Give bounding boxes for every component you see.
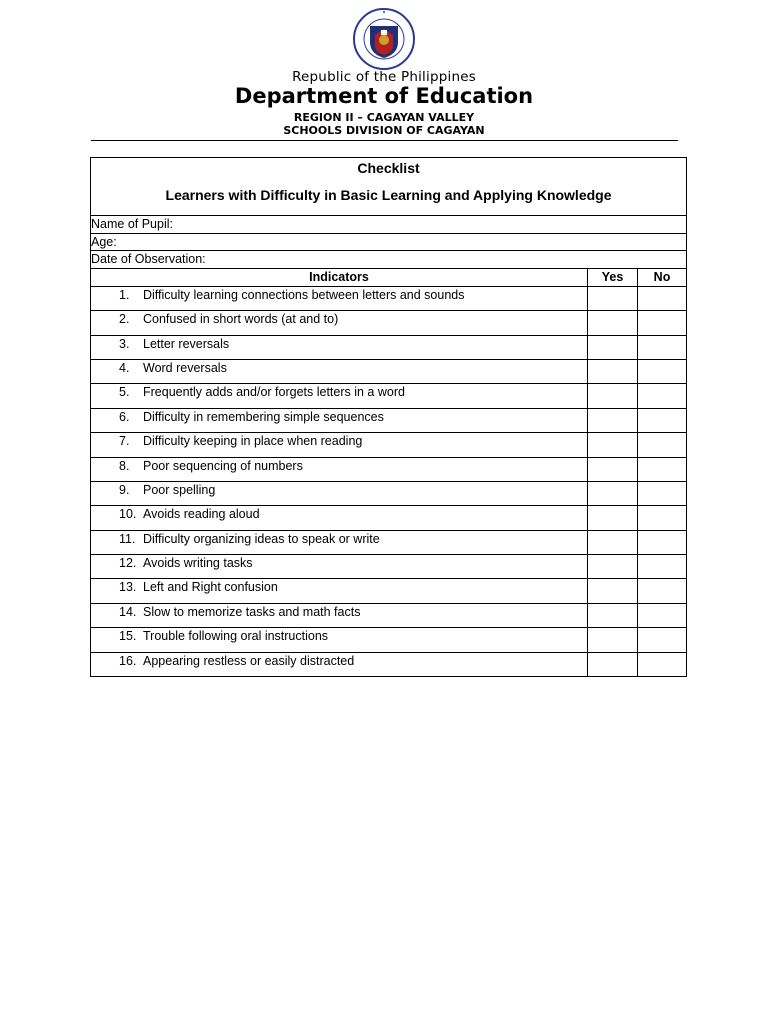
checklist-subtitle: Learners with Difficulty in Basic Learning and Applying Knowledge: [165, 187, 612, 203]
indicator-row: [91, 530, 687, 554]
yes-checkbox-cell[interactable]: [588, 603, 638, 627]
indicator-row: [91, 652, 687, 676]
indicator-text: Appearing restless or easily distracted: [143, 653, 355, 668]
yes-checkbox-cell[interactable]: [588, 506, 638, 530]
indicator-text: Avoids writing tasks: [143, 556, 253, 571]
no-checkbox-cell[interactable]: [638, 555, 687, 579]
no-checkbox-cell[interactable]: [638, 603, 687, 627]
indicator-cell: [91, 628, 588, 652]
indicator-text: Trouble following oral instructions: [143, 629, 329, 644]
indicator-text: Difficulty learning connections between letters and sounds: [143, 287, 465, 302]
yes-checkbox-cell[interactable]: [588, 628, 638, 652]
date-of-observation-label: Date of Observation:: [91, 252, 206, 267]
yes-checkbox-cell[interactable]: [588, 311, 638, 335]
no-checkbox-cell[interactable]: [638, 384, 687, 408]
indicator-text: Difficulty in remembering simple sequences: [143, 409, 384, 424]
indicator-cell: [91, 481, 588, 505]
indicator-row: [91, 335, 687, 359]
no-checkbox-cell[interactable]: [638, 286, 687, 310]
no-checkbox-cell[interactable]: [638, 311, 687, 335]
deped-seal-logo: [348, 8, 420, 70]
indicator-row: [91, 603, 687, 627]
indicator-row: [91, 481, 687, 505]
indicator-number: 3.: [119, 336, 130, 351]
indicator-number: 5.: [119, 385, 130, 400]
indicator-cell: [91, 384, 588, 408]
indicator-text: Word reversals: [143, 360, 227, 375]
indicator-row: [91, 555, 687, 579]
indicator-text: Letter reversals: [143, 336, 230, 351]
indicator-row: [91, 457, 687, 481]
indicator-row: [91, 506, 687, 530]
indicator-cell: [91, 335, 588, 359]
indicator-cell: [91, 506, 588, 530]
header-divider: [91, 140, 678, 141]
department-title: Department of Education: [234, 84, 534, 108]
age-label: Age:: [91, 234, 117, 249]
indicator-rows: [91, 286, 687, 676]
indicator-row: [91, 359, 687, 383]
division-heading: SCHOOLS DIVISION OF CAGAYAN: [283, 124, 485, 137]
no-checkbox-cell[interactable]: [638, 481, 687, 505]
yes-checkbox-cell[interactable]: [588, 286, 638, 310]
indicator-number: 4.: [119, 360, 130, 375]
indicator-cell: [91, 579, 588, 603]
name-of-pupil-label: Name of Pupil:: [91, 217, 173, 232]
indicator-text: Frequently adds and/or forgets letters in a word: [143, 385, 405, 400]
indicator-number: 15.: [119, 629, 137, 644]
indicator-cell: [91, 603, 588, 627]
no-checkbox-cell[interactable]: [638, 457, 687, 481]
no-checkbox-cell[interactable]: [638, 433, 687, 457]
indicators-column-header: Indicators: [91, 268, 588, 286]
indicator-number: 1.: [119, 287, 130, 302]
no-checkbox-cell[interactable]: [638, 530, 687, 554]
indicator-text: Difficulty organizing ideas to speak or write: [143, 531, 380, 546]
indicator-cell: [91, 311, 588, 335]
indicator-row: [91, 408, 687, 432]
indicator-text: Poor spelling: [143, 482, 216, 497]
yes-checkbox-cell[interactable]: [588, 457, 638, 481]
no-checkbox-cell[interactable]: [638, 628, 687, 652]
name-of-pupil-field[interactable]: [91, 216, 687, 234]
indicator-cell: [91, 408, 588, 432]
indicator-number: 11.: [119, 531, 136, 546]
indicator-row: [91, 311, 687, 335]
indicator-row: [91, 384, 687, 408]
indicator-row: [91, 433, 687, 457]
yes-checkbox-cell[interactable]: [588, 555, 638, 579]
indicator-text: Avoids reading aloud: [143, 507, 260, 522]
age-field[interactable]: [91, 233, 687, 251]
date-of-observation-field[interactable]: [91, 251, 687, 269]
indicator-number: 6.: [119, 409, 130, 424]
yes-column-header: Yes: [588, 268, 638, 286]
yes-checkbox-cell[interactable]: [588, 579, 638, 603]
indicator-row: [91, 628, 687, 652]
indicator-cell: [91, 652, 588, 676]
no-checkbox-cell[interactable]: [638, 335, 687, 359]
indicator-row: [91, 286, 687, 310]
indicator-number: 12.: [119, 556, 137, 571]
indicator-text: Left and Right confusion: [143, 580, 278, 595]
yes-checkbox-cell[interactable]: [588, 335, 638, 359]
yes-checkbox-cell[interactable]: [588, 408, 638, 432]
republic-heading: Republic of the Philippines: [292, 69, 476, 85]
indicator-number: 10.: [119, 507, 137, 522]
yes-checkbox-cell[interactable]: [588, 359, 638, 383]
indicator-number: 13.: [119, 580, 137, 595]
no-checkbox-cell[interactable]: [638, 506, 687, 530]
indicator-text: Difficulty keeping in place when reading: [143, 434, 363, 449]
indicator-number: 2.: [119, 312, 130, 327]
indicator-cell: [91, 359, 588, 383]
no-checkbox-cell[interactable]: [638, 652, 687, 676]
indicator-cell: [91, 433, 588, 457]
indicator-row: [91, 579, 687, 603]
yes-checkbox-cell[interactable]: [588, 481, 638, 505]
region-heading: REGION II – CAGAYAN VALLEY: [293, 111, 475, 124]
indicator-cell: [91, 530, 588, 554]
yes-checkbox-cell[interactable]: [588, 433, 638, 457]
indicator-cell: [91, 286, 588, 310]
indicator-text: Confused in short words (at and to): [143, 312, 339, 327]
checklist-table: [90, 157, 687, 677]
no-checkbox-cell[interactable]: [638, 579, 687, 603]
indicator-number: 7.: [119, 434, 130, 449]
indicator-number: 14.: [119, 604, 137, 619]
checklist-title-cell: [91, 158, 687, 216]
indicator-cell: [91, 555, 588, 579]
indicator-text: Slow to memorize tasks and math facts: [143, 604, 361, 619]
indicator-number: 8.: [119, 458, 130, 473]
indicator-number: 16.: [119, 653, 137, 668]
yes-checkbox-cell[interactable]: [588, 384, 638, 408]
no-column-header: No: [638, 268, 687, 286]
yes-checkbox-cell[interactable]: [588, 652, 638, 676]
no-checkbox-cell[interactable]: [638, 408, 687, 432]
yes-checkbox-cell[interactable]: [588, 530, 638, 554]
indicator-number: 9.: [119, 482, 130, 497]
checklist-title: Checklist: [357, 160, 420, 176]
indicator-text: Poor sequencing of numbers: [143, 458, 303, 473]
no-checkbox-cell[interactable]: [638, 359, 687, 383]
indicator-cell: [91, 457, 588, 481]
